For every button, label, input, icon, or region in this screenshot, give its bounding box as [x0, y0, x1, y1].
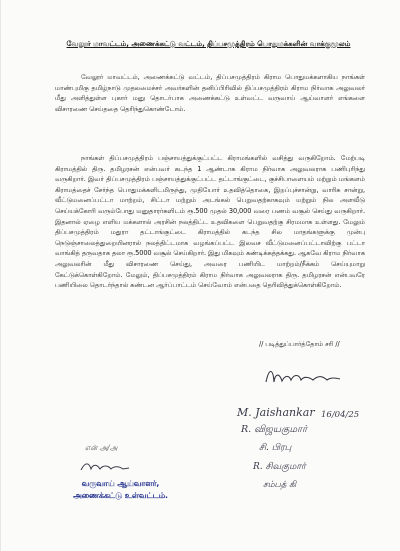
handwritten-signature-5: சம்பத் கி [263, 480, 297, 490]
handwritten-signature-2: R. விஜயகுமார் [241, 424, 308, 435]
handwritten-left-mark: என் அ/அ [85, 444, 118, 452]
addressee-title: வருவாய் ஆய்வாளர், [81, 479, 160, 488]
left-signature-scribble [79, 458, 131, 474]
closing-line: // படித்துப்பார்த்தோம் சரி // [259, 340, 340, 348]
handwritten-signature-4: R. சிவகுமார் [253, 462, 306, 472]
handwritten-signature-1: M. Jaishankar [237, 406, 315, 419]
handwritten-signature-3: சி. பிரபு [259, 443, 292, 453]
signature-scribble [263, 366, 343, 388]
paragraph-intro: வேலூர் மாவட்டம், அணைக்கட்டு வட்டம், திப்பசமுத்திரம் கிராம பொதுமக்களாகிய நாங்கள் மாண்புமிகு தமிழ்நாடு முதலமைச்சர் அவர்களின் தனிப்பிரிவில் திப்பசமுத்திரம் கிராம நிர்வாக அலுவலர் மீது அளித்துள்ள புகார் மனு தொடர்பாக அணைக்கட்டு உள்வட்ட வருவாய் ஆய்வாளர் எங்களை விசாரணை செய்ததை தெரிந்துகொண்டோம். [55, 73, 365, 113]
paragraph-complaint: நாங்கள் திப்பசமுத்திரம் பஞ்சாயத்துக்குட்பட்ட கிராமங்களில் வசித்து வருகிறோம். மேற்படி கிராமத்தில் திரு. தமிழரசன் என்பவர் கடந்த 1 ஆண்டாக கிராம நிர்வாக அலுவலராக பணிபுரிந்து வருகிறார். இவர் திப்பசமுத்திரம் பஞ்சாயத்துக்குட்பட்ட தட்டாங்குட்டை, குச்சிபாளையம் மற்றும் மங்களம் கிராமத்தைச் சேர்ந்த பொதுமக்களிடமிருந்து, முதியோர் உதவித்தொகை, இறப்புச்சான்று, வாரிசு சான்று, வீட்டுமனைப்பட்டா மாற்றம், சிட்டா மற்றும் அடங்கல் பெறுவதற்காகவும் மற்றும் நில அளவீடு செய்யக்கோரி வரும்போது மனுதாரர்களிடம் ரூ.500 முதல் 30,000 வரை பணம் வசூல் செய்து வருகிறார். இதனால் ஏழை எளிய மக்களால் அரசின் நலத்திட்ட உதவிகளை பெறுவதற்கு சிரமமாக உள்ளது. மேலும் திப்பசமுத்திரம் மதுரா தட்டாங்குட்டை கிராமத்தில் கடந்த சில மாதங்களுக்கு முன்பு நெடுஞ்சாலைத்துறையினரால் நலத்திட்டமாக வழங்கப்பட்ட இலவச வீட்டுமனைப்பட்டாவிற்கு பட்டா வாங்கித் தருவதாக தலா ரூ.5000 வசூல் செய்கிறார். இது மிகவும் கண்டிக்கத்தக்கது. ஆகவே கிராம நிர்வாக அலுவலரின் மீது விசாரணை செய்து, அவரை பணியிட மாற்றம்/நீக்கம் செய்யுமாறு கேட்டுக்கொள்கிறோம். மேலும், திப்பசமுத்திரம் கிராம நிர்வாக அலுவலராக திரு. தமிழரசன் என்பவரே பணியிலை தொடர்ந்தால் கண்டன ஆர்ப்பாட்டம் செய்வோம் என்பதை தெரிவித்துக்கொள்கிறோம். [55, 154, 365, 290]
document-heading: வேலூர் மாவட்டம், அணைக்கட்டு வட்டம், திப்பசமுத்திரம் பொதுமக்களின் வாக்குமூலம் [66, 39, 351, 48]
handwritten-date: 16/04/25 [321, 410, 360, 420]
addressee-block [63, 478, 178, 502]
addressee-office: அணைக்கட்டு உள்வட்டம். [72, 491, 169, 500]
